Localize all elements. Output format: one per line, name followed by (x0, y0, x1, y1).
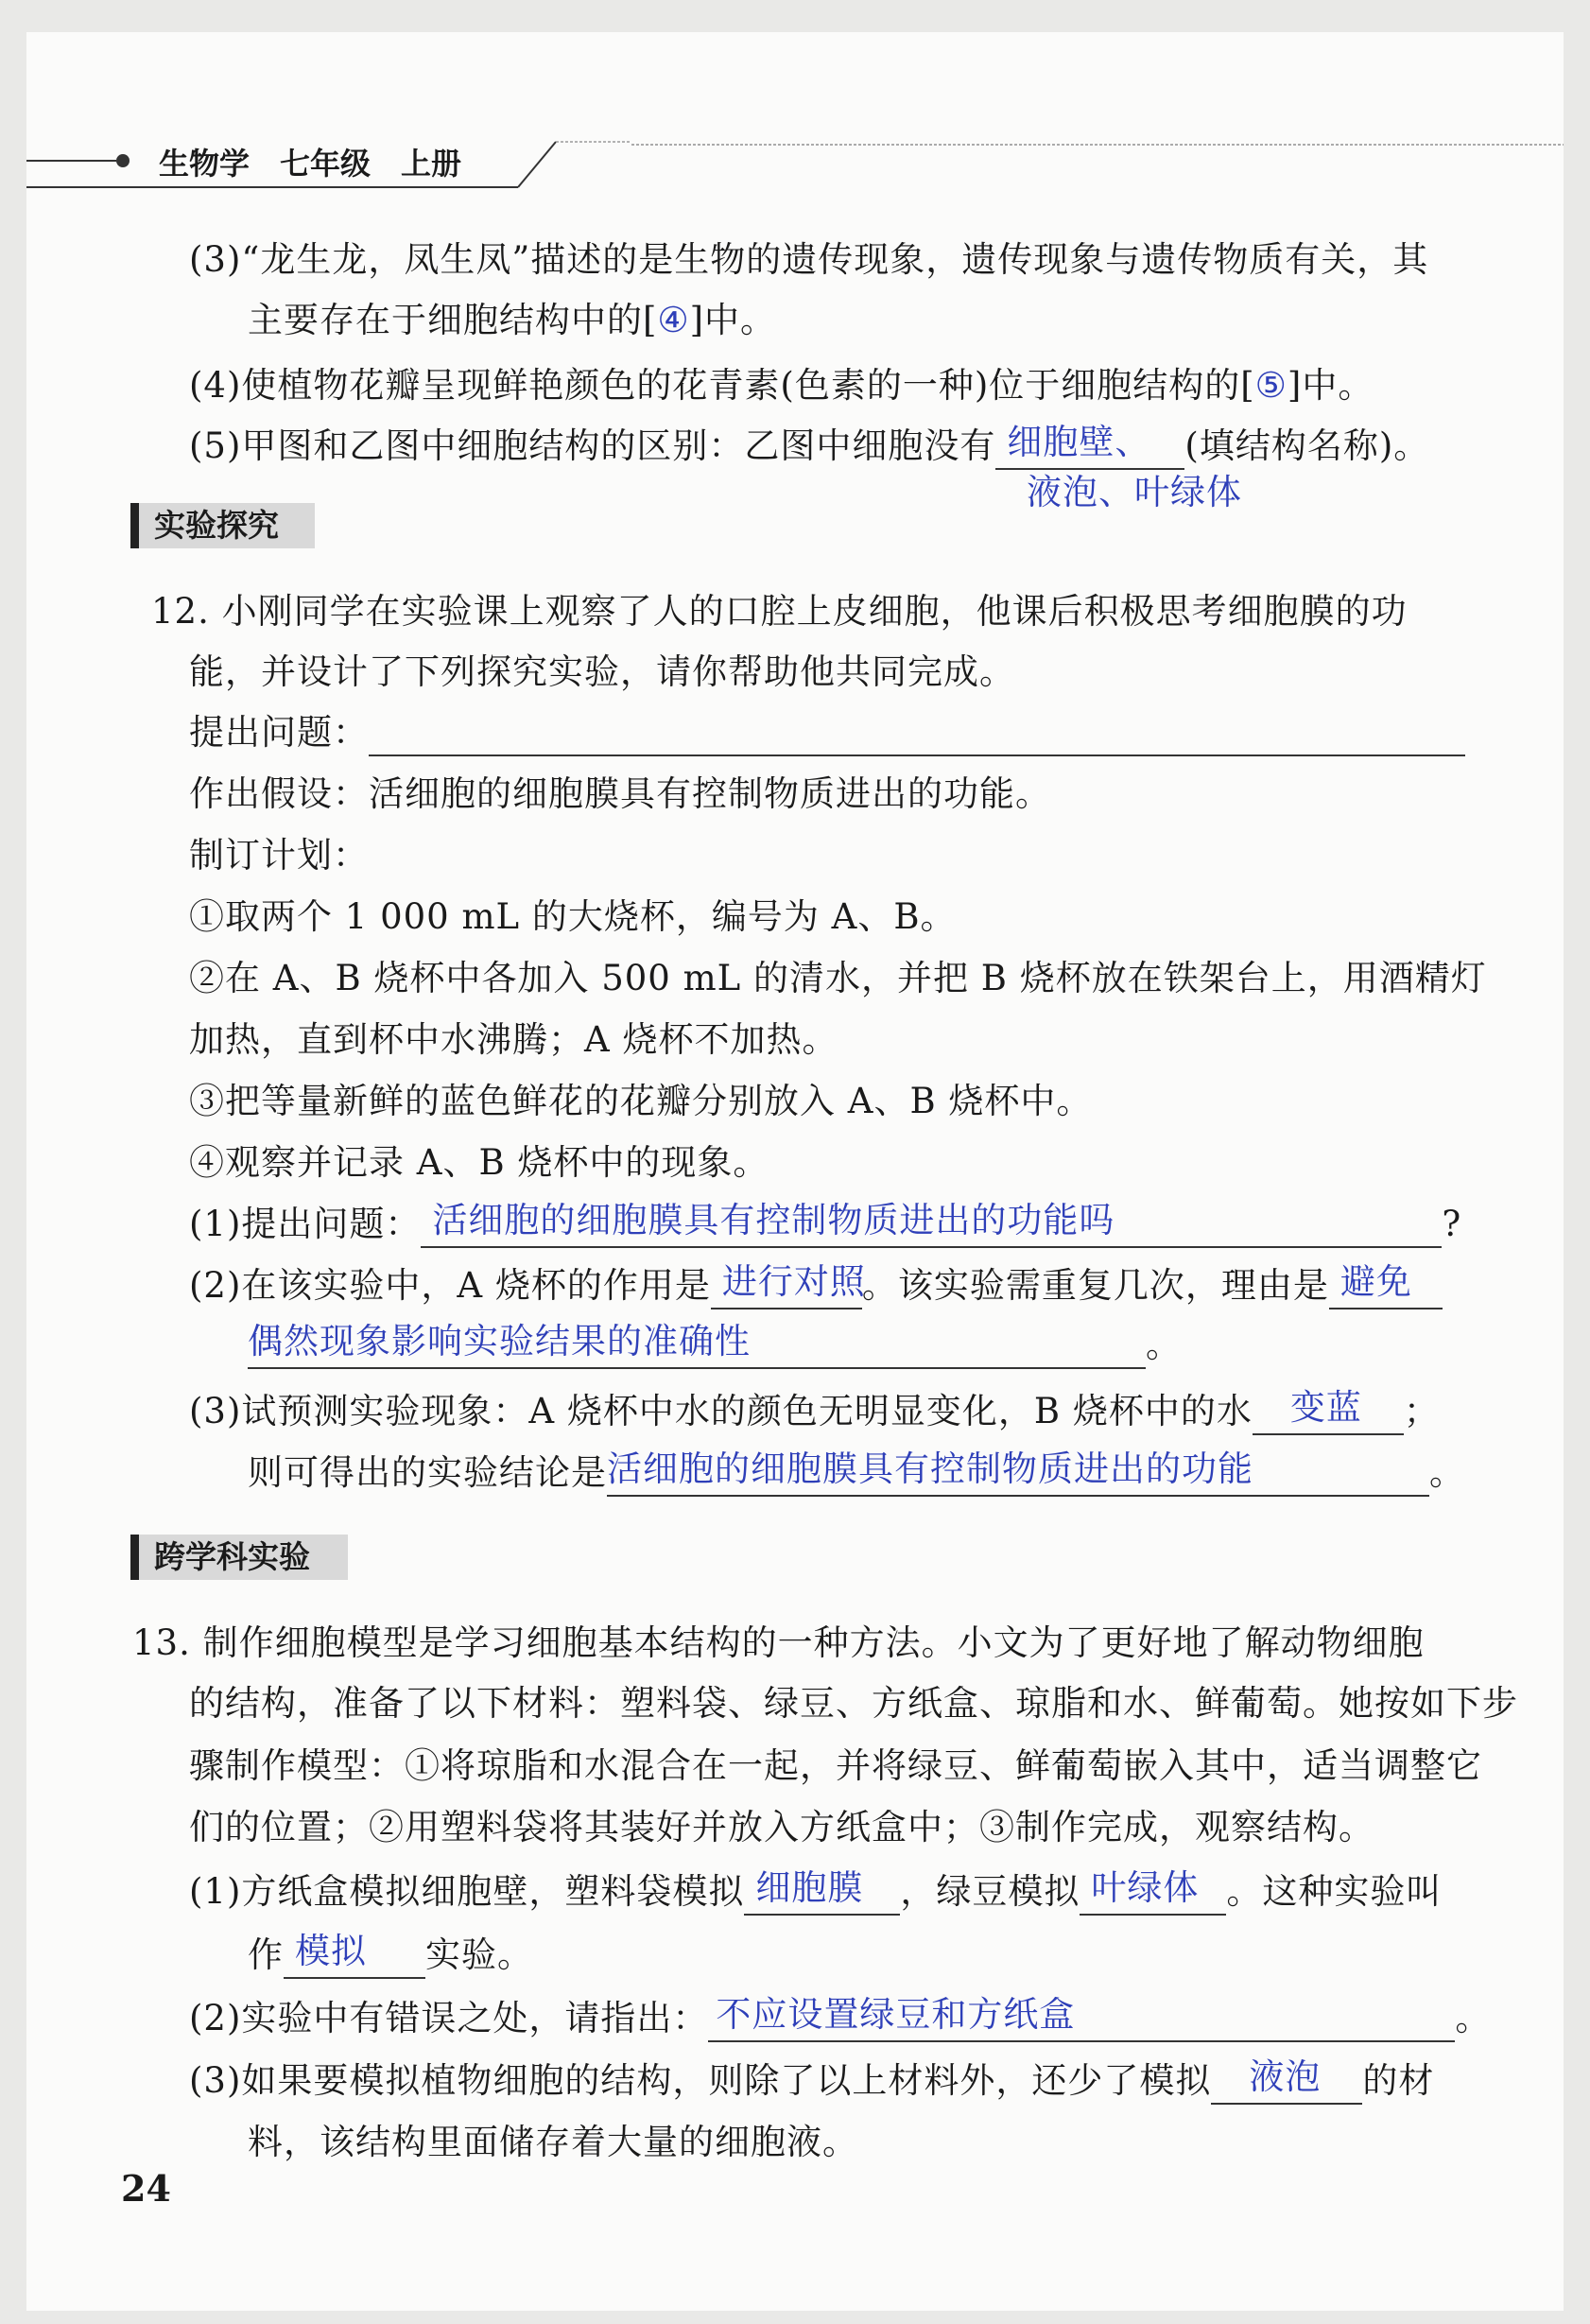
q12-step4: ④观察并记录 A、B 烧杯中的现象。 (189, 1142, 769, 1183)
q13-sub1-blank3[interactable] (284, 1931, 425, 1979)
q13-sub1-line1 (189, 1868, 1442, 1916)
q12-plan-label: 制订计划： (189, 835, 369, 876)
q11-part4-text: (4)使植物花瓣呈现鲜艳颜色的花青素(色素的一种)位于细胞结构的[ (189, 365, 1255, 406)
q13-sub3-blank[interactable] (1211, 2056, 1362, 2105)
q13-line1: 13. 制作细胞模型是学习细胞基本结构的一种方法。小文为了更好地了解动物细胞 (132, 1622, 1425, 1663)
q12-sub2-blank2-cont[interactable] (248, 1321, 1146, 1369)
q11-part4-text-end: ]中。 (1287, 365, 1374, 406)
q11-part3-answer: ④ (657, 300, 690, 340)
q12-step1: ①取两个 1 000 mL 的大烧杯，编号为 A、B。 (189, 896, 957, 937)
q12-sub2-line1 (189, 1262, 1443, 1309)
q12-sub1 (189, 1201, 1461, 1248)
q13-line4: 们的位置；②用塑料袋将其装好并放入方纸盒中；③制作完成，观察结构。 (189, 1807, 1374, 1847)
q12-sub1-answer: 活细胞的细胞膜具有控制物质进出的功能吗 (432, 1200, 1115, 1240)
q12-sub2-answer2b: 偶然现象影响实验结果的准确性 (248, 1321, 751, 1361)
q12-sub3-answer1: 变蓝 (1289, 1387, 1362, 1428)
q12-ask-blank[interactable] (369, 717, 1465, 756)
q11-part3-line2 (248, 297, 776, 344)
q13-sub2-blank[interactable] (708, 1994, 1455, 2042)
q11-part5-text: (5)甲图和乙图中细胞结构的区别：乙图中细胞没有 (189, 425, 996, 466)
q13-sub3-line2: 料，该结构里面储存着大量的细胞液。 (248, 2122, 858, 2162)
q13-line3: 骤制作模型：①将琼脂和水混合在一起，并将绿豆、鲜葡萄嵌入其中，适当调整它 (189, 1745, 1482, 1786)
q11-part3-text: 主要存在于细胞结构中的[ (248, 300, 658, 340)
q12-sub1-text: (1)提出问题： (189, 1204, 422, 1244)
q13-sub1-text-end: 。这种实验叫 (1226, 1871, 1443, 1912)
q11-part5-answer1: 细胞壁、 (1007, 422, 1151, 462)
q12-sub2-answer2a: 避免 (1339, 1261, 1412, 1302)
q12-step2-line2: 加热，直到杯中水沸腾；A 烧杯不加热。 (189, 1019, 838, 1060)
q13-sub1-answer2: 叶绿体 (1091, 1867, 1200, 1908)
q13-sub3-answer: 液泡 (1249, 2056, 1322, 2097)
q12-line2: 能，并设计了下列探究实验，请你帮助他共同完成。 (189, 651, 1015, 692)
q13-sub2-answer: 不应设置绿豆和方纸盒 (716, 1994, 1076, 2035)
q12-line1: 12. 小刚同学在实验课上观察了人的口腔上皮细胞，他课后积极思考细胞膜的功 (151, 591, 1408, 632)
q13-sub3-line1 (189, 2057, 1434, 2105)
q11-part5 (189, 423, 1429, 470)
q12-sub3-text2: 则可得出的实验结论是 (248, 1452, 607, 1493)
section-title-experiment: 实验探究 (130, 503, 315, 548)
q12-sub3-text: (3)试预测实验现象：A 烧杯中水的颜色无明显变化，B 烧杯中的水 (189, 1391, 1253, 1431)
q12-sub2-answer1: 进行对照 (721, 1261, 866, 1302)
q11-part5-text-end: (填结构名称)。 (1184, 425, 1430, 466)
q13-sub3-text: (3)如果要模拟植物细胞的结构，则除了以上材料外，还少了模拟 (189, 2060, 1212, 2101)
q12-sub3-blank2[interactable] (607, 1448, 1429, 1497)
q11-part5-blank[interactable] (995, 422, 1184, 470)
q11-part3-line1: (3)“龙生龙，凤生凤”描述的是生物的遗传现象，遗传现象与遗传物质有关，其 (189, 239, 1429, 280)
q12-sub3-end: 。 (1429, 1452, 1465, 1493)
q12-sub2-text-mid: 。该实验需重复几次，理由是 (861, 1265, 1329, 1306)
header-title: 生物学 七年级 上册 (159, 146, 462, 182)
q12-step2-line1: ②在 A、B 烧杯中各加入 500 mL 的清水，并把 B 烧杯放在铁架台上，用酒精灯 (189, 958, 1487, 998)
running-header (26, 142, 1564, 189)
q12-sub3-semicolon: ； (1403, 1391, 1440, 1431)
q12-sub2-text: (2)在该实验中，A 烧杯的作用是 (189, 1265, 711, 1306)
q13-sub2-end: 。 (1455, 1998, 1492, 2038)
q13-sub2-text: (2)实验中有错误之处，请指出： (189, 1998, 709, 2038)
q12-sub3-line1 (189, 1388, 1440, 1435)
q11-part5-answer2: 液泡、叶绿体 (1027, 472, 1242, 512)
q13-sub1-text2-end: 实验。 (425, 1934, 533, 1975)
q13-sub1-blank2[interactable] (1080, 1867, 1226, 1916)
q12-sub3-answer2: 活细胞的细胞膜具有控制物质进出的功能 (607, 1448, 1253, 1489)
q13-sub1-text-mid: ，绿豆模拟 (900, 1871, 1080, 1912)
q13-sub1-answer1: 细胞膜 (755, 1867, 864, 1908)
header-dotted-rule (631, 142, 1564, 147)
q11-part3-text-end: ]中。 (689, 300, 777, 340)
q11-part4 (189, 362, 1374, 409)
q12-sub2-line2 (248, 1322, 1182, 1369)
q13-sub1-line2 (248, 1932, 533, 1979)
q12-sub1-end: ? (1442, 1204, 1462, 1244)
q13-sub1-text: (1)方纸盒模拟细胞壁，塑料袋模拟 (189, 1871, 745, 1912)
q12-ask-question (189, 709, 1465, 756)
section-title-interdisciplinary: 跨学科实验 (130, 1535, 348, 1580)
q12-sub3-blank1[interactable] (1253, 1387, 1404, 1435)
q12-sub1-blank[interactable] (421, 1200, 1442, 1248)
q12-step3: ③把等量新鲜的蓝色鲜花的花瓣分别放入 A、B 烧杯中。 (189, 1081, 1093, 1121)
q13-sub3-text-end: 的材 (1362, 2060, 1435, 2101)
q13-sub1-blank1[interactable] (744, 1867, 900, 1916)
q13-line2: 的结构，准备了以下材料：塑料袋、绿豆、方纸盒、琼脂和水、鲜葡萄。她按如下步 (189, 1683, 1518, 1724)
q11-part4-answer: ⑤ (1254, 365, 1288, 406)
page-number: 24 (121, 2167, 171, 2210)
q13-sub1-answer3: 模拟 (295, 1931, 367, 1971)
q13-sub2 (189, 1995, 1491, 2042)
q12-sub2-end: 。 (1146, 1325, 1182, 1365)
q12-hypothesis: 作出假设：活细胞的细胞膜具有控制物质进出的功能。 (189, 773, 1051, 814)
q12-sub2-blank2[interactable] (1329, 1261, 1443, 1309)
q12-sub3-line2 (248, 1449, 1465, 1497)
q13-sub1-text2: 作 (248, 1934, 284, 1975)
q12-sub2-blank1[interactable] (711, 1261, 866, 1309)
q12-ask-label: 提出问题： (189, 712, 369, 753)
